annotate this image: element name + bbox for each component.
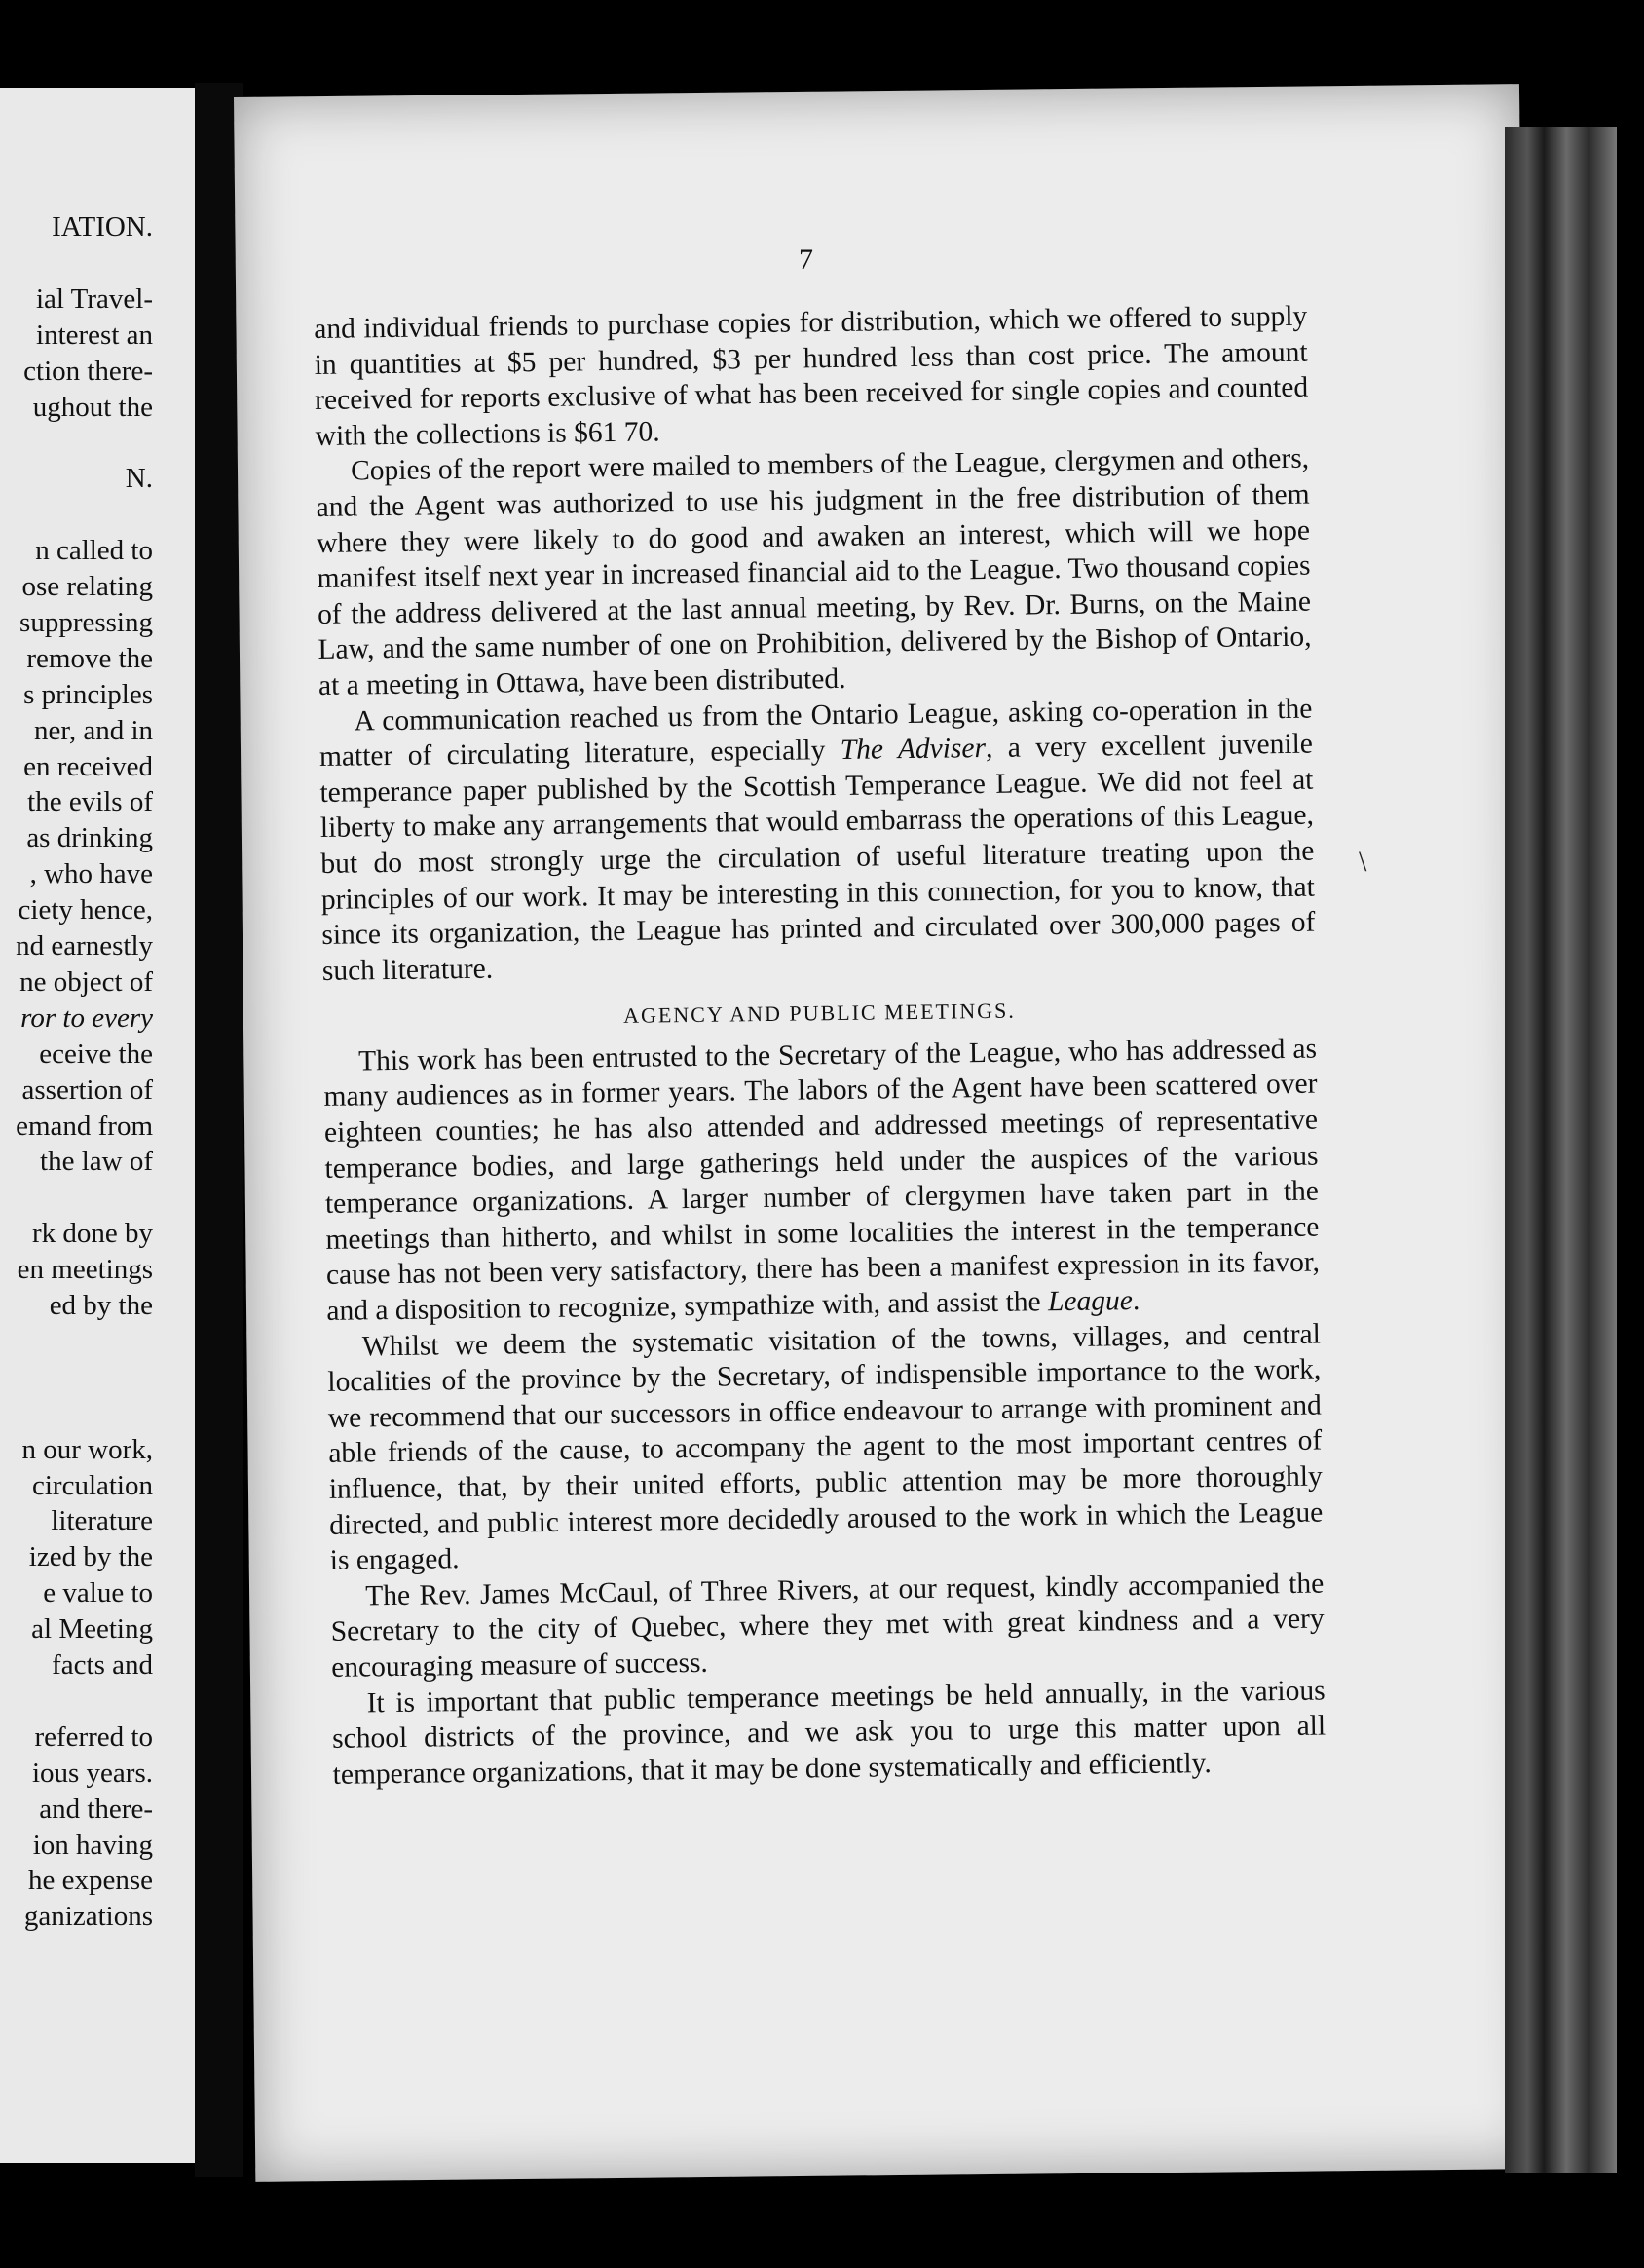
left-page-line: en meetings xyxy=(17,1254,153,1286)
left-page-line: he expense xyxy=(27,1865,153,1897)
paragraph-6: The Rev. James McCaul, of Three Rivers, at our request, kindly accompanied the Secretary to the city of Quebec, where they met with great kindness and a very encouraging measure of success. xyxy=(330,1568,1325,1683)
left-page-line: al Meeting xyxy=(31,1613,153,1645)
left-page-line: facts and xyxy=(52,1649,153,1681)
paragraph-4-text-b: . xyxy=(1132,1285,1140,1317)
left-page-line: interest an xyxy=(36,319,153,351)
paragraph-3-text-b: , a very excellent juvenile temperance paper published by the Scottish Temperance League. We did not feel at liberty to make any arrangements that would embarrass the operations of this League, but do most strongly urge the circulation of useful literature treating upon the principles of our work. It may be interesting in this connection, for you to know, that since its organization, the League has printed and circulated over 300,000 pages of such literature. xyxy=(319,728,1316,987)
paragraph-3-text-a: A communication reached us from the Ontario League, asking co-operation in the matter of circulating literature, especially xyxy=(318,693,1313,774)
paragraph-3-italic: The Adviser xyxy=(840,733,987,767)
left-page-line: the law of xyxy=(40,1146,153,1178)
paragraph-4-text-a: This work has been entrusted to the Secretary of the League, who has addressed as many audiences as in former years. The labors of the Agent have been scattered over eighteen counties; he has also attended and addressed meetings of representative temperance bodies, and large gatherings held under the auspices of the various temperance organizations. A larger number of clergymen have taken part in the meetings than hitherto, and whilst in some localities the interest in the temperance cause has not been very satisfactory, there has been a manifest expression in its favor, and a disposition to recognize, sympathize with, and assist the xyxy=(323,1033,1321,1327)
left-page-line: and there- xyxy=(39,1793,153,1825)
paragraph-7: It is important that public temperance meetings be held annually, in the various school districts of the province, and we ask you to urge this matter upon all temperance organizations, that it may be done systematically and efficiently. xyxy=(331,1675,1326,1791)
left-page-line: n called to xyxy=(35,535,153,567)
left-page-line: , who have xyxy=(29,858,153,890)
left-page-line: IATION. xyxy=(52,211,153,243)
left-page-line: rk done by xyxy=(31,1218,153,1250)
left-page-line: literature xyxy=(51,1505,153,1537)
left-page-line: eceive the xyxy=(39,1038,153,1070)
left-page-line: as drinking xyxy=(26,822,153,854)
page-number: 7 xyxy=(799,244,813,276)
left-page-line: ne object of xyxy=(19,965,153,998)
left-page-line: nd earnestly xyxy=(16,930,153,962)
left-page-line: assertion of xyxy=(21,1074,153,1106)
left-page-line: referred to xyxy=(34,1720,153,1753)
left-page-line: ganizations xyxy=(23,1901,153,1933)
left-page-line: circulation xyxy=(31,1469,153,1501)
left-page-line: ose relating xyxy=(21,571,153,602)
left-page-line: e value to xyxy=(43,1577,153,1609)
paragraph-4-italic: League xyxy=(1047,1285,1134,1318)
left-page-line: the evils of xyxy=(27,786,153,818)
left-page-line: ror to every xyxy=(20,1002,153,1034)
left-page-line: suppressing xyxy=(19,606,153,638)
left-page-line: ial Travel- xyxy=(35,283,153,315)
left-page-line: ious years. xyxy=(31,1757,153,1789)
margin-mark: \ xyxy=(1359,846,1367,878)
left-page-line: remove the xyxy=(26,642,153,674)
left-page-fragment xyxy=(0,88,209,2163)
page-edges xyxy=(1505,127,1617,2173)
left-page-line: ction there- xyxy=(23,355,153,387)
paragraph-2: Copies of the report were mailed to members of the League, clergymen and others, and the Agent was authorized to use his judgment in the free distribution of them where they were likely to do good and awaken an interest, which will we hope manifest itself next year in increased financial aid to the League. Two thousand copies of the address delivered at the last annual meeting, by Rev. Dr. Burns, on the Maine Law, and the same number of one on Prohibition, delivered by the Bishop of Ontario, at a meeting in Ottawa, have been distributed. xyxy=(316,443,1312,701)
left-page-line: s principles xyxy=(23,678,153,710)
paragraph-5: Whilst we deem the systematic visitation of the towns, villages, and central localities of the province by the Secretary, of indispensible importance to the work, we recommend that our successors in office endeavour to arrange with prominent and able friends of the cause, to accompany the agent to the most important centres of influence, that, by their united efforts, public attention may be more thoroughly directed, and public interest more decidedly aroused to the work in which the League is engaged. xyxy=(327,1318,1324,1577)
paragraph-3 xyxy=(318,691,1316,989)
left-page-line: N. xyxy=(125,463,153,495)
left-page-line: en received xyxy=(23,750,153,782)
left-page-line: ed by the xyxy=(49,1290,153,1321)
left-page-line: n our work, xyxy=(21,1433,153,1465)
paragraph-4 xyxy=(323,1031,1321,1329)
page-body xyxy=(314,299,1326,1794)
left-page-line: ner, and in xyxy=(33,714,153,746)
left-page-line: ciety hence, xyxy=(18,894,153,926)
left-page-line: ized by the xyxy=(28,1541,153,1573)
left-page-line: ion having xyxy=(32,1829,153,1861)
left-page-line: ughout the xyxy=(32,391,153,423)
left-page-line: emand from xyxy=(16,1110,153,1142)
paragraph-1: and individual friends to purchase copies for distribution, which we offered to supply in quantities at $5 per hundred, $3 per hundred less than cost price. The amount received for reports exclusive of what has been received for single copies and counted with the collections is $61 70. xyxy=(314,300,1309,452)
section-heading: AGENCY AND PUBLIC MEETINGS. xyxy=(622,998,1016,1029)
